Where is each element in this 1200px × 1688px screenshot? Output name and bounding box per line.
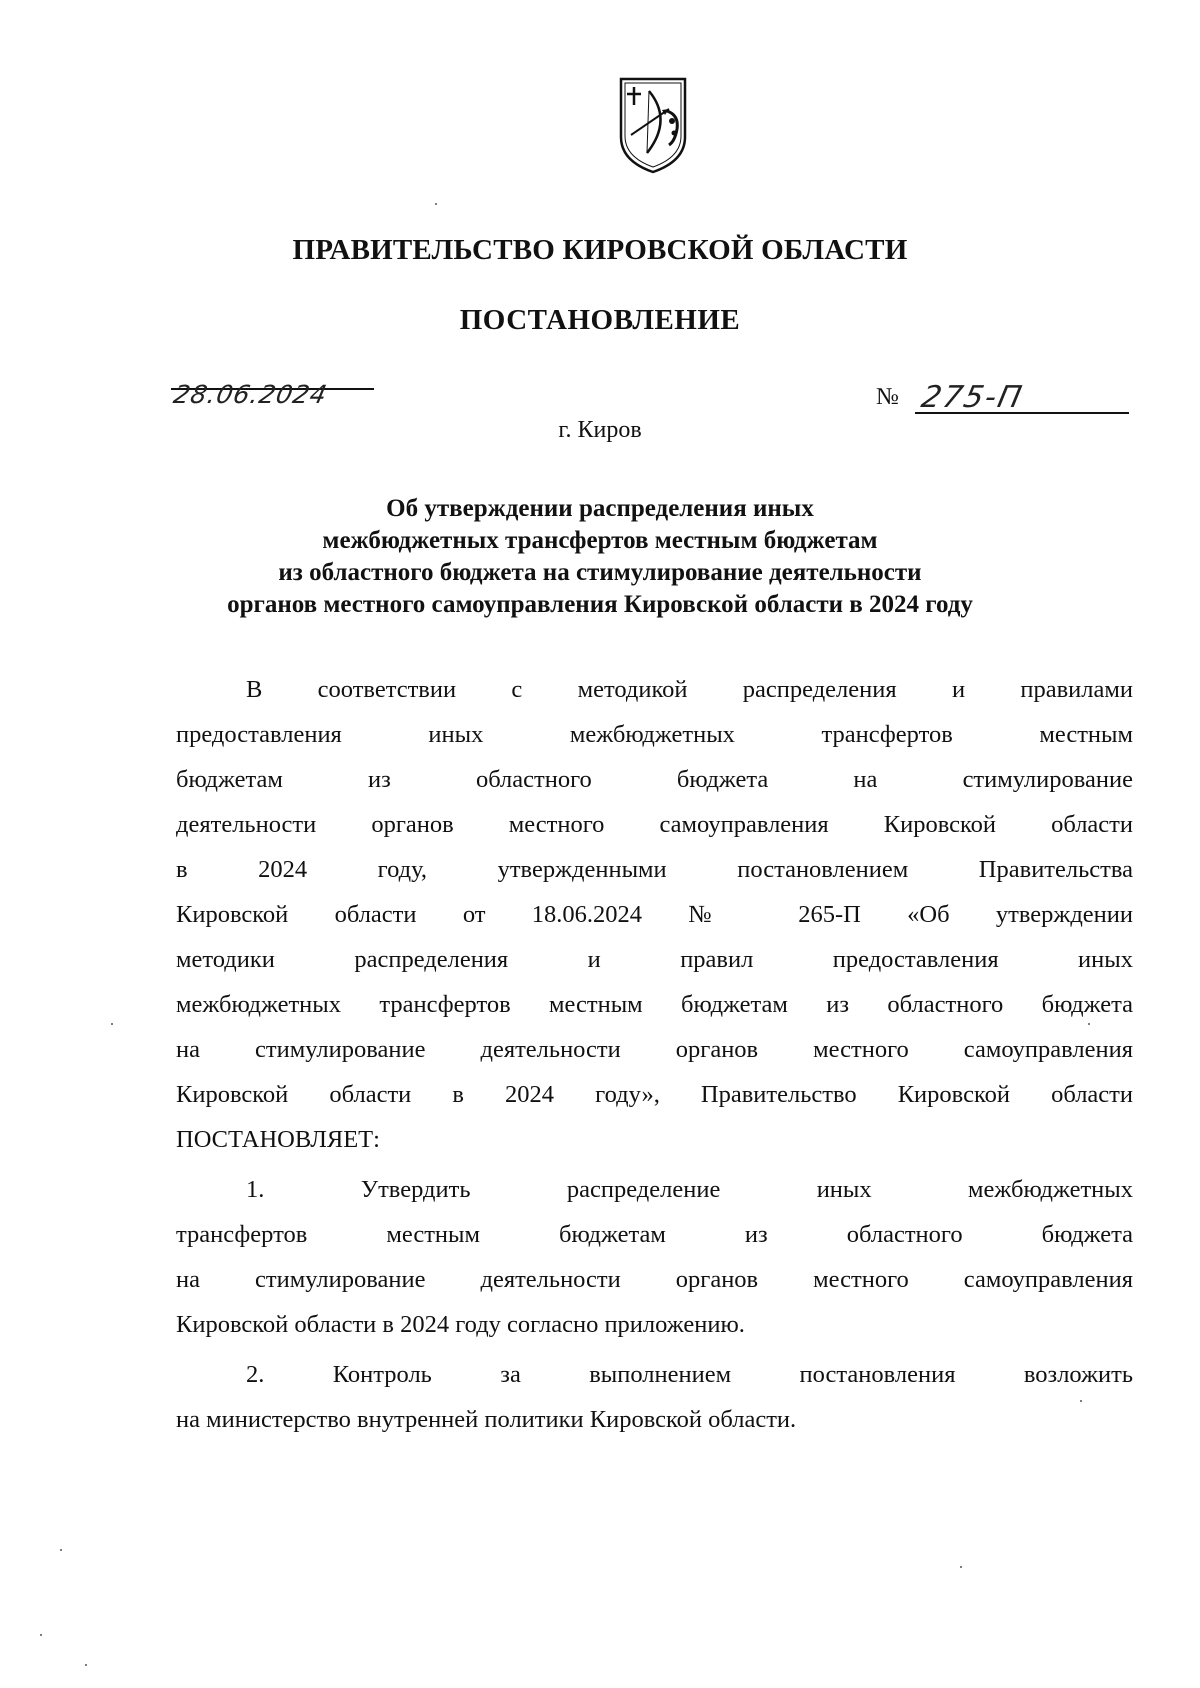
preamble-line: бюджетам из областного бюджета на стимулирование — [176, 766, 1133, 793]
item2-line: 2. Контроль за выполнением постановления возложить — [246, 1361, 1133, 1388]
scan-speck — [111, 1023, 113, 1025]
resolution-word: ПОСТАНОВЛЯЕТ: — [176, 1126, 380, 1153]
title-line: межбюджетных трансфертов местным бюджетам — [322, 527, 878, 554]
item1-line: на стимулирование деятельности органов местного самоуправления — [176, 1266, 1133, 1293]
item1-line: 1. Утвердить распределение иных межбюджетных — [246, 1176, 1133, 1203]
handwritten-number: 275-П — [918, 380, 1027, 415]
preamble-line: Кировской области в 2024 году», Правительство Кировской области — [176, 1081, 1133, 1108]
preamble-line: Кировской области от 18.06.2024 № 265-П «Об утверждении — [176, 901, 1133, 928]
preamble-line: предоставления иных межбюджетных трансфертов местным — [176, 721, 1133, 748]
item1-line: трансфертов местным бюджетам из областного бюджета — [176, 1221, 1133, 1248]
title-line: органов местного самоуправления Кировской области в 2024 году — [227, 591, 973, 618]
preamble-line: деятельности органов местного самоуправления Кировской области — [176, 811, 1133, 838]
document-type: ПОСТАНОВЛЕНИЕ — [459, 304, 741, 336]
scan-speck — [960, 1566, 962, 1568]
scan-speck — [435, 203, 437, 205]
title-line: из областного бюджета на стимулирование деятельности — [278, 559, 922, 586]
handwritten-date: 28.06.2024 — [170, 380, 331, 409]
scan-speck — [60, 1549, 62, 1551]
scan-speck — [85, 1664, 87, 1666]
preamble-line: В соответствии с методикой распределения и правилами — [246, 676, 1133, 703]
preamble-line: в 2024 году, утвержденными постановлением Правительства — [176, 856, 1133, 883]
scan-speck — [40, 1634, 42, 1636]
item2-line: на министерство внутренней политики Кировской области. — [176, 1406, 797, 1433]
scan-speck — [1088, 1023, 1090, 1025]
coat-of-arms-emblem — [617, 75, 689, 175]
preamble-line: межбюджетных трансфертов местным бюджетам из областного бюджета — [176, 991, 1133, 1018]
item1-line: Кировской области в 2024 году согласно приложению. — [176, 1311, 745, 1338]
document-title — [150, 493, 1050, 621]
city-name: г. Киров — [558, 417, 642, 443]
number-sign: № — [876, 384, 899, 410]
preamble-line: методики распределения и правил предоставления иных — [176, 946, 1133, 973]
preamble-line: на стимулирование деятельности органов местного самоуправления — [176, 1036, 1133, 1063]
scan-speck — [1080, 1400, 1082, 1402]
organization-name: ПРАВИТЕЛЬСТВО КИРОВСКОЙ ОБЛАСТИ — [292, 234, 908, 266]
title-line: Об утверждении распределения иных — [386, 495, 814, 522]
